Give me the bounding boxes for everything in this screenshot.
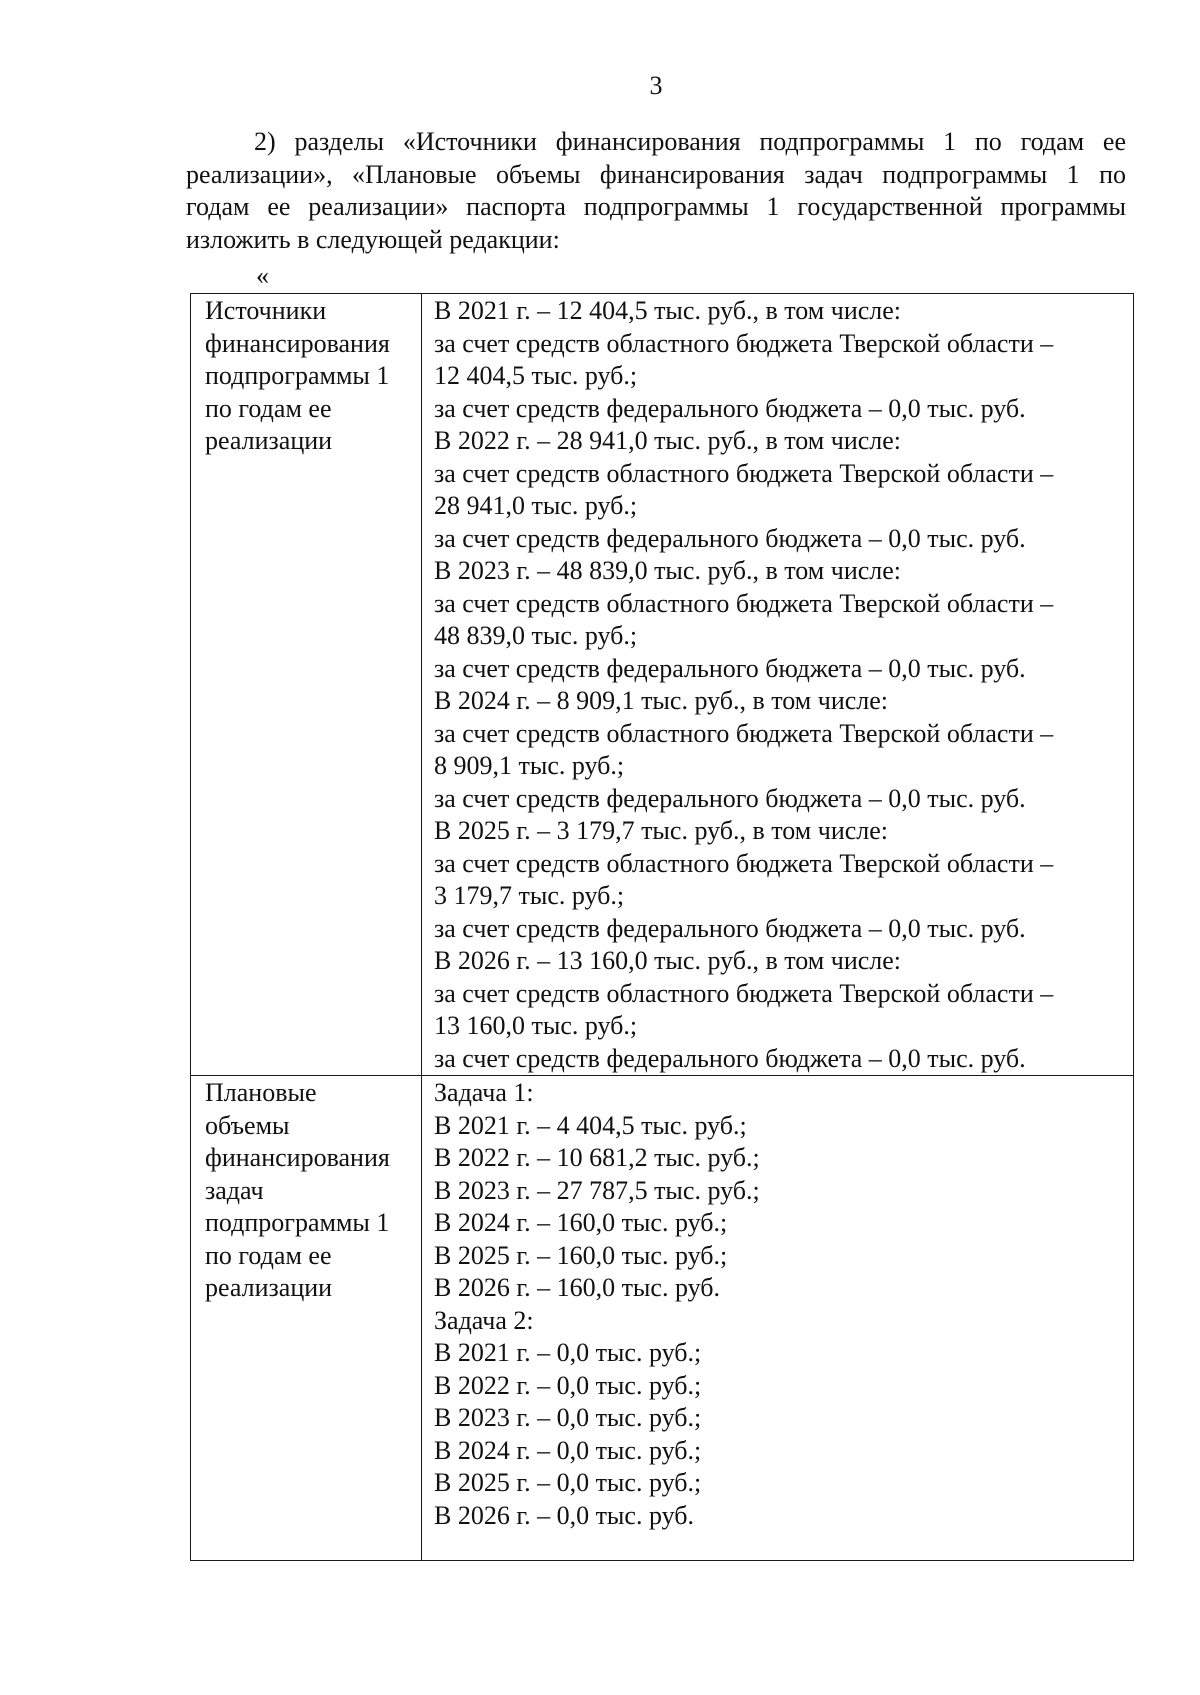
content-line: за счет средств федерального бюджета – 0,0 тыс. руб. (434, 913, 1026, 943)
content-line: за счет средств федерального бюджета – 0,0 тыс. руб. (434, 523, 1026, 553)
content-line: В 2022 г. – 28 941,0 тыс. руб., в том числе: (434, 426, 902, 455)
content-line: В 2023 г. – 0,0 тыс. руб.; (434, 1403, 702, 1432)
content-line: 13 160,0 тыс. руб.; (434, 1011, 638, 1040)
content-line: В 2024 г. – 0,0 тыс. руб.; (434, 1435, 702, 1465)
content-line: В 2026 г. – 160,0 тыс. руб. (434, 1273, 720, 1302)
content-line: 8 909,1 тыс. руб.; (434, 751, 625, 780)
content-line: 48 839,0 тыс. руб.; (434, 621, 638, 650)
row-heading-line: реализации (205, 426, 333, 455)
content-line: 3 179,7 тыс. руб.; (434, 881, 625, 910)
table-row-financing-sources (191, 294, 1134, 1076)
content-line: В 2021 г. – 12 404,5 тыс. руб., в том числе: (434, 296, 902, 325)
page-number: 3 (649, 71, 663, 100)
content-line: В 2023 г. – 48 839,0 тыс. руб., в том числе: (434, 556, 902, 585)
content-line: 28 941,0 тыс. руб.; (434, 491, 638, 520)
row-heading-line: финансирования (205, 1143, 390, 1172)
intro-line: 2) разделы «Источники финансирования подпрограммы 1 по годам ее (254, 127, 1126, 156)
content-line: 12 404,5 тыс. руб.; (434, 361, 638, 390)
row-heading-line: финансирования (205, 328, 390, 358)
row-heading-line: задач (205, 1175, 264, 1205)
content-line: за счет средств областного бюджета Тверской области – (434, 718, 1054, 748)
row-heading-cell (191, 1076, 422, 1561)
content-line: В 2022 г. – 0,0 тыс. руб.; (434, 1370, 702, 1400)
content-line: В 2021 г. – 0,0 тыс. руб.; (434, 1338, 702, 1367)
content-line: В 2025 г. – 3 179,7 тыс. руб., в том числе: (434, 816, 889, 845)
content-line: за счет средств областного бюджета Тверской области – (434, 978, 1054, 1008)
content-line: за счет средств федерального бюджета – 0,0 тыс. руб. (434, 1043, 1026, 1073)
row-heading-line: подпрограммы 1 (205, 361, 390, 390)
intro-line: реализации», «Плановые объемы финансирования задач подпрограммы 1 по (186, 159, 1126, 189)
content-line: В 2026 г. – 13 160,0 тыс. руб., в том числе: (434, 946, 902, 975)
opening-quote: « (256, 261, 269, 290)
content-line: за счет средств федерального бюджета – 0,0 тыс. руб. (434, 783, 1026, 813)
content-line: за счет средств областного бюджета Тверской области – (434, 328, 1054, 358)
row-heading-cell (191, 294, 422, 1076)
row-content-cell (422, 294, 1134, 1076)
row-heading-line: по годам ее (205, 393, 332, 423)
content-line: В 2025 г. – 160,0 тыс. руб.; (434, 1240, 728, 1270)
row-heading-line: Плановые (205, 1078, 317, 1107)
content-line: В 2024 г. – 8 909,1 тыс. руб., в том числе: (434, 686, 889, 715)
content-line: В 2023 г. – 27 787,5 тыс. руб.; (434, 1175, 760, 1205)
row-content-cell (422, 1076, 1134, 1561)
content-line: за счет средств федерального бюджета – 0,0 тыс. руб. (434, 653, 1026, 683)
row-heading-line: объемы (205, 1110, 290, 1140)
content-line: за счет средств областного бюджета Тверской области – (434, 588, 1054, 618)
content-line: В 2025 г. – 0,0 тыс. руб.; (434, 1468, 702, 1497)
intro-paragraph (186, 126, 1126, 257)
content-line: В 2022 г. – 10 681,2 тыс. руб.; (434, 1143, 760, 1172)
content-line: В 2026 г. – 0,0 тыс. руб. (434, 1500, 694, 1530)
row-heading-line: подпрограммы 1 (205, 1208, 390, 1237)
financing-table (190, 293, 1134, 1561)
content-line: за счет средств федерального бюджета – 0,0 тыс. руб. (434, 393, 1026, 423)
intro-line: изложить в следующей редакции: (186, 225, 560, 255)
row-heading-line: по годам ее (205, 1240, 332, 1270)
content-line: В 2021 г. – 4 404,5 тыс. руб.; (434, 1110, 747, 1140)
table-row-planned-volumes (191, 1076, 1134, 1561)
content-line: за счет средств областного бюджета Тверской области – (434, 848, 1054, 878)
content-line: В 2024 г. – 160,0 тыс. руб.; (434, 1208, 728, 1237)
row-heading-line: реализации (205, 1273, 333, 1302)
intro-line: годам ее реализации» паспорта подпрограммы 1 государственной программы (186, 192, 1126, 222)
row-heading-line: Источники (205, 296, 327, 325)
content-line: Задача 2: (434, 1305, 534, 1335)
content-line: за счет средств областного бюджета Тверской области – (434, 458, 1054, 488)
content-line: Задача 1: (434, 1078, 534, 1107)
